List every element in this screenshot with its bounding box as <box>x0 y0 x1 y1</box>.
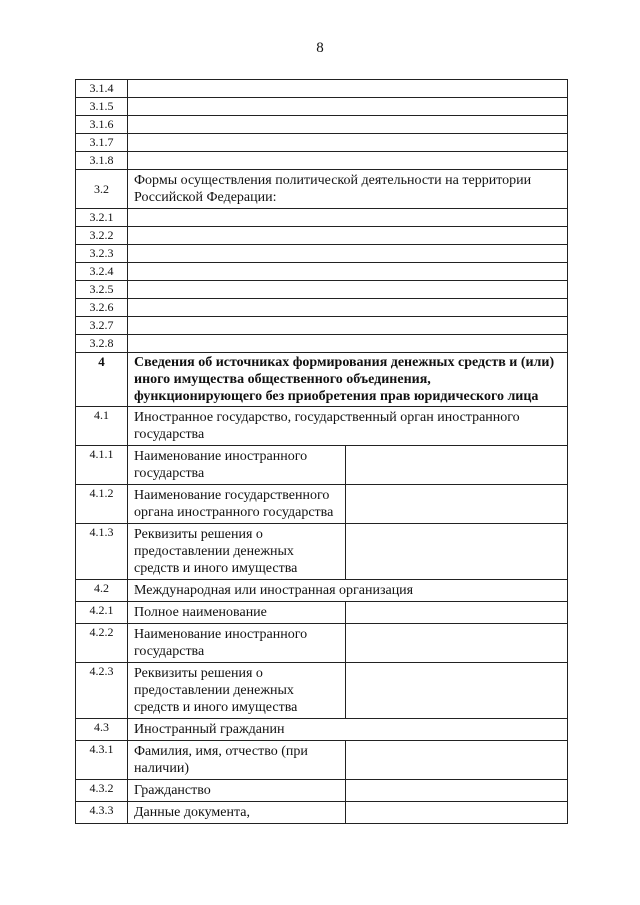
entry-cell[interactable] <box>128 209 568 227</box>
row-label: Полное наименование <box>128 602 346 624</box>
table-row <box>76 602 568 624</box>
page-number: 8 <box>316 40 324 56</box>
table-row <box>76 80 568 98</box>
entry-cell[interactable] <box>128 227 568 245</box>
table-row <box>76 152 568 170</box>
row-number: 3.1.8 <box>76 152 128 170</box>
entry-cell[interactable] <box>128 80 568 98</box>
table-row <box>76 780 568 802</box>
row-number: 4.3.3 <box>76 802 128 824</box>
table-row <box>76 299 568 317</box>
row-number: 3.2.6 <box>76 299 128 317</box>
row-number: 4.3 <box>76 719 128 741</box>
value-cell[interactable] <box>346 524 568 580</box>
entry-cell[interactable] <box>128 281 568 299</box>
value-cell[interactable] <box>346 802 568 824</box>
entry-cell[interactable] <box>128 116 568 134</box>
row-number: 3.1.6 <box>76 116 128 134</box>
table-row <box>76 335 568 353</box>
row-number: 3.1.7 <box>76 134 128 152</box>
value-cell[interactable] <box>346 446 568 485</box>
row-label: Данные документа, <box>128 802 346 824</box>
entry-cell[interactable] <box>128 335 568 353</box>
row-label: Реквизиты решения о предоставлении денежных средств и иного имущества <box>128 663 346 719</box>
row-label: Иностранное государство, государственный орган иностранного государства <box>128 407 568 446</box>
row-number: 3.2.3 <box>76 245 128 263</box>
entry-cell[interactable] <box>128 245 568 263</box>
value-cell[interactable] <box>346 780 568 802</box>
row-number: 3.2.5 <box>76 281 128 299</box>
table-row <box>76 317 568 335</box>
row-number: 3.2.7 <box>76 317 128 335</box>
row-number: 3.2.2 <box>76 227 128 245</box>
row-number: 4.2 <box>76 580 128 602</box>
row-label: Наименование государственного органа иностранного государства <box>128 485 346 524</box>
table-row <box>76 281 568 299</box>
table-row <box>76 227 568 245</box>
entry-cell[interactable] <box>128 134 568 152</box>
table-row <box>76 580 568 602</box>
row-number: 3.1.5 <box>76 98 128 116</box>
table-row <box>76 209 568 227</box>
row-label: Иностранный гражданин <box>128 719 568 741</box>
table-row <box>76 134 568 152</box>
value-cell[interactable] <box>346 485 568 524</box>
entry-cell[interactable] <box>128 152 568 170</box>
row-label: Фамилия, имя, отчество (при наличии) <box>128 741 346 780</box>
row-number: 3.2.1 <box>76 209 128 227</box>
row-number: 3.2.4 <box>76 263 128 281</box>
table-row <box>76 263 568 281</box>
table-row <box>76 624 568 663</box>
form-table <box>75 79 568 824</box>
row-number: 4.1.1 <box>76 446 128 485</box>
row-number: 4.1.2 <box>76 485 128 524</box>
row-number: 4.3.1 <box>76 741 128 780</box>
table-row <box>76 719 568 741</box>
row-number: 4 <box>76 353 128 407</box>
row-label: Наименование иностранного государства <box>128 624 346 663</box>
entry-cell[interactable] <box>128 299 568 317</box>
value-cell[interactable] <box>346 663 568 719</box>
entry-cell[interactable] <box>128 98 568 116</box>
row-number: 4.1 <box>76 407 128 446</box>
table-row <box>76 353 568 407</box>
table-row <box>76 170 568 209</box>
row-number: 4.2.2 <box>76 624 128 663</box>
value-cell[interactable] <box>346 602 568 624</box>
table-row <box>76 741 568 780</box>
row-number: 4.3.2 <box>76 780 128 802</box>
row-number: 3.2 <box>76 170 128 209</box>
table-row <box>76 116 568 134</box>
row-number: 3.1.4 <box>76 80 128 98</box>
row-label: Формы осуществления политической деятельности на территории Российской Федерации: <box>128 170 568 209</box>
section-heading: Сведения об источниках формирования денежных средств и (или) иного имущества общественного объединения, функционирующего без приобретения прав юридического лица <box>128 353 568 407</box>
table-row <box>76 524 568 580</box>
table-row <box>76 485 568 524</box>
table-row <box>76 245 568 263</box>
entry-cell[interactable] <box>128 263 568 281</box>
table-row <box>76 98 568 116</box>
table-row <box>76 802 568 824</box>
row-number: 3.2.8 <box>76 335 128 353</box>
row-label: Гражданство <box>128 780 346 802</box>
row-label: Наименование иностранного государства <box>128 446 346 485</box>
row-label: Международная или иностранная организация <box>128 580 568 602</box>
table-row <box>76 407 568 446</box>
table-row <box>76 446 568 485</box>
form-table-body <box>76 80 568 824</box>
row-number: 4.2.1 <box>76 602 128 624</box>
row-number: 4.2.3 <box>76 663 128 719</box>
table-row <box>76 663 568 719</box>
entry-cell[interactable] <box>128 317 568 335</box>
value-cell[interactable] <box>346 624 568 663</box>
row-label: Реквизиты решения о предоставлении денежных средств и иного имущества <box>128 524 346 580</box>
row-number: 4.1.3 <box>76 524 128 580</box>
value-cell[interactable] <box>346 741 568 780</box>
